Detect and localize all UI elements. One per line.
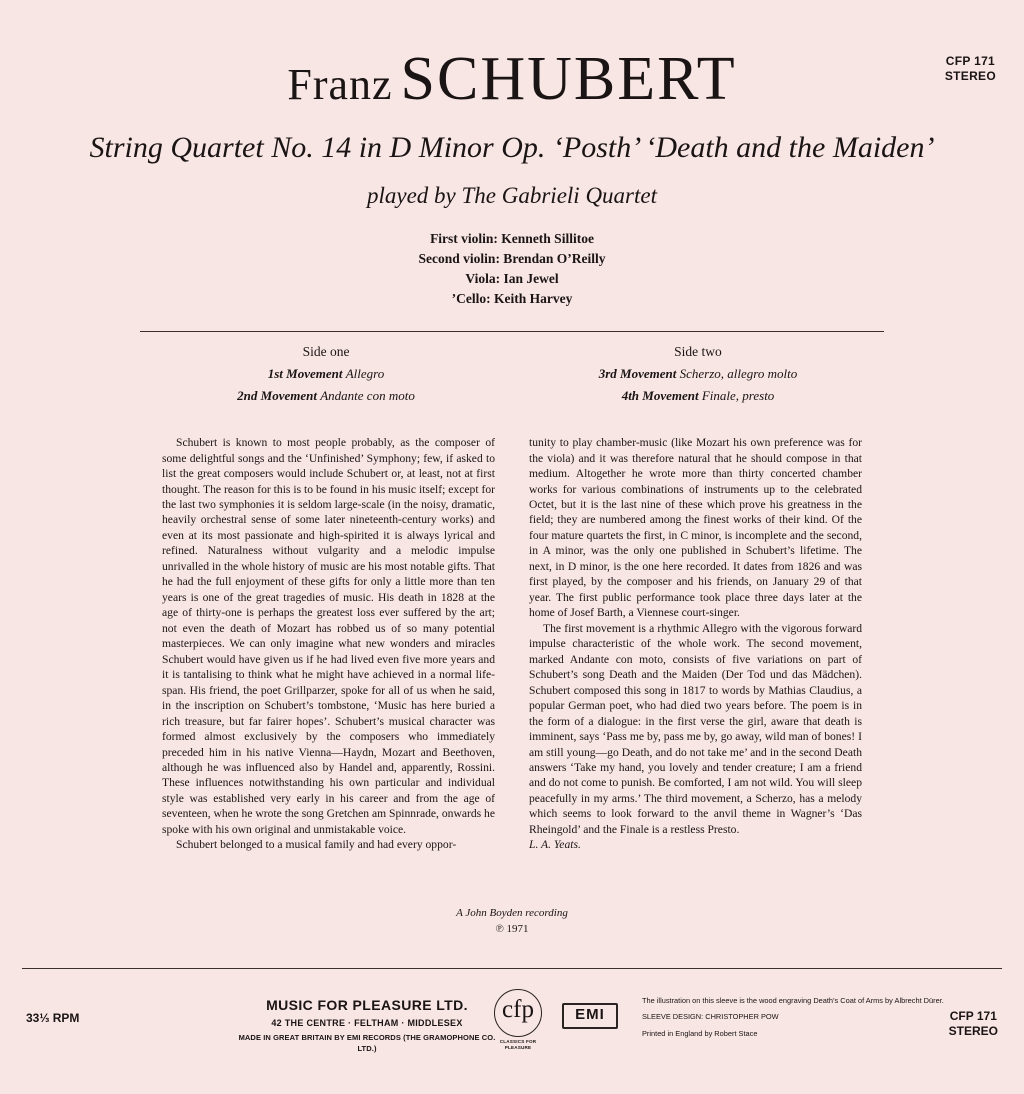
cfp-monogram: cfp [502,995,534,1023]
phonogram-year: ℗ 1971 [495,923,529,936]
side-one [140,342,512,405]
label-company-block [232,995,502,1055]
producer-credit: A John Boyden recording [456,906,568,919]
side-one-heading: Side one [302,343,350,359]
player-first-violin: First violin: Kenneth Sillitoe [430,231,594,246]
emi-logo [562,1003,618,1029]
performer-line: played by The Gabrieli Quartet [366,183,657,208]
legal-credits [642,993,972,1043]
divider-footer [22,968,1002,969]
rpm-label: 33⅓ RPM [26,1010,80,1025]
movement-label: 3rd Movement [598,366,677,382]
movement-tempo: Finale, presto [701,387,775,403]
emi-label: EMI [575,1005,605,1023]
work-title: String Quartet No. 14 in D Minor Op. ‘Posth’ ‘Death and the Maiden’ [89,131,935,164]
player-cello: ’Cello: Keith Harvey [451,290,573,306]
side-one-movement-1 [140,364,512,384]
company-name: MUSIC FOR PLEASURE LTD. [266,996,468,1013]
side-two-movement-2 [512,386,884,406]
catalogue-format-top: STEREO [944,69,996,83]
movement-tempo: Andante con moto [320,387,415,403]
printer-credit: Printed in England by Robert Stace [642,1029,758,1039]
catalogue-top [945,54,996,84]
player-viola: Viola: Ian Jewel [465,270,559,286]
liner-notes-left-column [162,435,495,853]
paragraph: The first movement is a rhythmic Allegro with the vigorous forward impulse characteristic of the whole work. The second movement, marked Andante con moto, consists of five variations on part of Schubert’s song Death and the Maiden (Der Tod und das Mädchen). Schubert composed this song in 1817 to words by Mathias Claudius, a popular German poet, who had died two years before. The poem is in the form of a dialogue: in the first verse the girl, aware that death is imminent, says ‘Pass me by, pass me by, go away, wild man of bones! I am still young—go Death, and do not take me’ and in the second Death answers ‘Take my hand, you lovely and tender creature; I am a friend and do not come to punish. Be comforted, I am not wild. You will sleep peacefully in my arms.’ The third movement, a Scherzo, has a melody which seems to look forward to the anvil theme in Wagner’s ‘Das Rheingold’ and the Finale is a restless Presto. [529,621,862,836]
side-two-movement-1 [512,364,884,384]
manufacture-statement: MADE IN GREAT BRITAIN BY EMI RECORDS (THE GRAMOPHONE CO. LTD.) [238,1033,496,1053]
side-two [512,342,884,405]
classics-for-pleasure-logo [492,989,544,1051]
cfp-roundel-icon [494,989,542,1037]
illustration-credit: The illustration on this sleeve is the wood engraving Death’s Coat of Arms by Albrecht Dürer. [642,995,944,1005]
paragraph: Schubert is known to most people probably, as the composer of some delightful songs and the ‘Unfinished’ Symphony; few, if asked to list the great composers would include Schubert or, at least, not at first thought. The reason for this is to be found in his music itself; except for the last two symphonies it is seldom large-scale (in the noisy, dramatic, heavily orchestral sense of some later nineteenth-century works) and even at its most passionate and high-spirited it is always lyrical and refined. Naturalness without vulgarity and a melodic impulse unrivalled in the whole history of music are his most notable gifts. That he had the full enjoyment of these gifts for only a little more than ten years is one of the great tragedies of music. His death in 1828 at the age of thirty-one is perhaps the greatest loss ever suffered by the art; not even the death of Mozart has robbed us of so many potential masterpieces. We can only imagine what new wonders and miracles Schubert would have given us if he had lived even five more years and it is tantalising to think what he might have achieved in a normal life-span. His friend, the poet Grillparzer, spoke for all of us when he said, in the inscription on Schubert’s tombstone, ‘Music has here buried a rich treasure, but far fairer hopes’. Schubert’s musical character was formed almost exclusively by the composers who immediately preceded him in his native Vienna—Haydn, Mozart and Beethoven, although he was influenced also by Handel and, apparently, Rossini. These influences notwithstanding his own particular and individual style was established very early in his career and from the age of seventeen, when he wrote the song Gretchen am Spinnrade, onwards he spoke with his own original and unmistakable voice. [162,436,495,836]
company-address: 42 THE CENTRE · FELTHAM · MIDDLESEX [271,1018,463,1029]
catalogue-bottom [949,1009,998,1039]
catalogue-format-bottom: STEREO [948,1023,998,1038]
sleeve-design-credit: SLEEVE DESIGN: CHRISTOPHER POW [642,1012,779,1022]
side-two-heading: Side two [674,343,722,359]
composer-heading [22,44,1002,115]
sleeve-footer [22,981,1002,1061]
player-second-violin: Second violin: Brendan O’Reilly [418,250,606,266]
performer-list [22,229,1002,309]
catalogue-number-top: CFP 171 [945,54,996,68]
movement-label: 4th Movement [621,387,699,403]
paragraph: tunity to play chamber-music (like Mozart his own preference was for the viola) and it was therefore natural that he should compose in that medium. Altogether he wrote more than thirty concerted chamber works for various combinations of instruments up to the celebrated Octet, but it is the last nine of these which prove his greatness in the field; they are numbered among the finest works of their kind. Of the four mature quartets the first, in C minor, is incomplete and the second, in A minor, was the only one published in Schubert’s lifetime. The next, in D minor, is the one here recorded. It dates from 1826 and was first played, by the composer and his friends, on January 29 of that year. The first public performance took place three days later at the home of Josef Barth, a Viennese court-singer. [529,436,862,620]
catalogue-number-bottom: CFP 171 [949,1008,997,1023]
cfp-logo-label: CLASSICS FOR PLEASURE [499,1038,537,1050]
side-one-movement-2 [140,386,512,406]
movement-tempo: Allegro [345,366,385,382]
divider-above-sides [140,331,884,332]
author-signature: L. A. Yeats. [529,838,581,852]
composer-last-name: SCHUBERT [400,45,737,113]
movement-label: 2nd Movement [237,387,317,403]
track-listing [22,342,1002,405]
composer-first-name: Franz [287,60,393,109]
liner-notes [162,435,862,853]
sleeve-content [22,16,1002,1080]
movement-label: 1st Movement [267,366,343,382]
paragraph: Schubert belonged to a musical family and had every oppor- [176,838,457,852]
liner-notes-right-column [529,435,862,853]
recording-credit [22,905,1002,938]
movement-tempo: Scherzo, allegro molto [679,366,798,382]
